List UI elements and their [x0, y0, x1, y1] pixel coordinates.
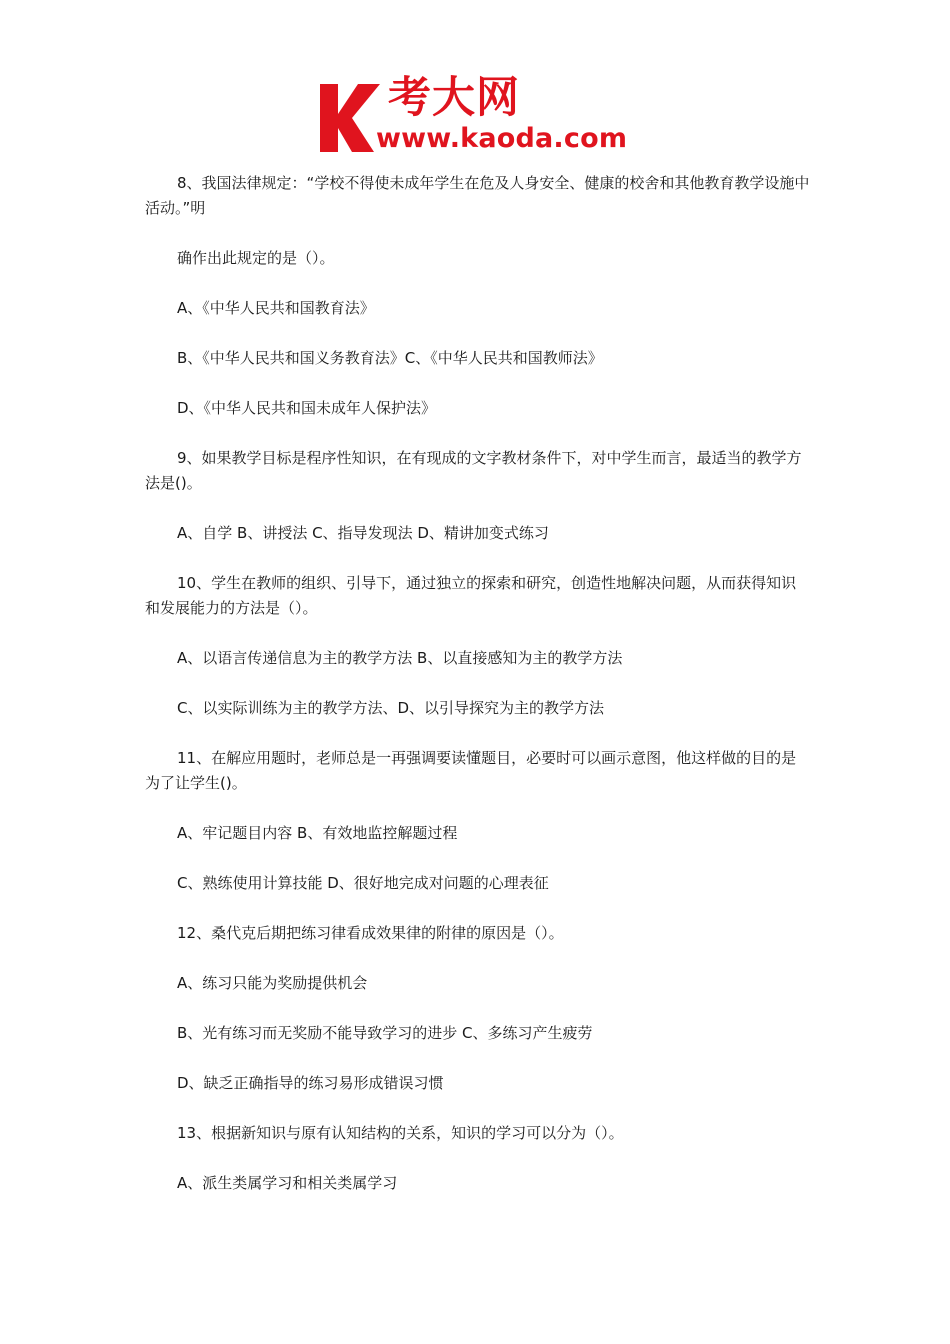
question-11-text: 11、在解应用题时，老师总是一再强调要读懂题目，必要时可以画示意图，他这样做的目的是为了让学生()。 [145, 749, 797, 792]
question-9-options: A、自学 B、讲授法 C、指导发现法 D、精讲加变式练习 [177, 524, 549, 542]
question-8-option-a: A、《中华人民共和国教育法》 [177, 299, 375, 317]
question-8-option-d: D、《中华人民共和国未成年人保护法》 [177, 399, 437, 417]
question-12-option-b-c: B、光有练习而无奖励不能导致学习的进步 C、多练习产生疲劳 [177, 1024, 593, 1042]
question-8-text: 8、我国法律规定：“学校不得使未成年学生在危及人身安全、健康的校舍和其他教育教学设施中活动。”明 [145, 174, 810, 217]
question-12-option-a: A、练习只能为奖励提供机会 [177, 974, 368, 992]
question-8-option-b-c: B、《中华人民共和国义务教育法》C、《中华人民共和国教师法》 [177, 349, 603, 367]
question-12-option-d: D、缺乏正确指导的练习易形成错误习惯 [177, 1074, 444, 1092]
question-13-text: 13、根据新知识与原有认知结构的关系，知识的学习可以分为（）。 [177, 1124, 624, 1142]
question-13-option-a: A、派生类属学习和相关类属学习 [177, 1174, 398, 1192]
question-8-text-cont: 确作出此规定的是（）。 [177, 249, 335, 267]
question-11-option-a-b: A、牢记题目内容 B、有效地监控解题过程 [177, 824, 458, 842]
question-12-text: 12、桑代克后期把练习律看成效果律的附律的原因是（）。 [177, 924, 564, 942]
document-body [145, 171, 810, 1221]
kaoda-logo [318, 73, 648, 160]
logo-url-text: www.kaoda.com [376, 123, 628, 154]
logo-chinese-text: 考大网 [388, 73, 520, 123]
question-10-text: 10、学生在教师的组织、引导下，通过独立的探索和研究，创造性地解决问题，从而获得知识和发展能力的方法是（）。 [145, 574, 797, 617]
question-10-option-a-b: A、以语言传递信息为主的教学方法 B、以直接感知为主的教学方法 [177, 649, 623, 667]
question-9-text: 9、如果教学目标是程序性知识，在有现成的文字教材条件下，对中学生而言，最适当的教学方法是()。 [145, 449, 802, 492]
question-10-option-c-d: C、以实际训练为主的教学方法、D、以引导探究为主的教学方法 [177, 699, 605, 717]
question-11-option-c-d: C、熟练使用计算技能 D、很好地完成对问题的心理表征 [177, 874, 549, 892]
